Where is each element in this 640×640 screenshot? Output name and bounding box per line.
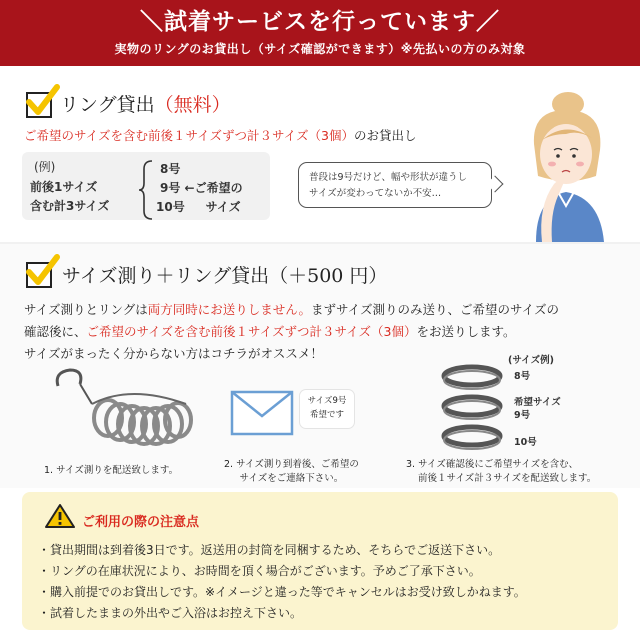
ring-size-8: 8号 bbox=[514, 371, 531, 382]
step1-caption: 1. サイズ測りを配送致します。 bbox=[44, 465, 179, 476]
section2-title: サイズ測り＋リング貸出（＋500 円） bbox=[62, 265, 388, 287]
section-size-measure bbox=[0, 242, 640, 488]
checkmark-icon bbox=[24, 254, 60, 290]
speech-bubble: 普段は9号だけど、幅や形状が違うし サイズが変わってないか不安… bbox=[298, 162, 492, 208]
three-rings-illustration bbox=[440, 362, 504, 454]
worried-woman-illustration bbox=[508, 84, 624, 242]
header-banner bbox=[0, 0, 640, 66]
notice-item: ・購入前提でのお貸出しです。※イメージと違った等でキャンセルはお受け致しかねます。 bbox=[38, 585, 526, 599]
example-line2: 含む計3サイズ bbox=[30, 199, 110, 213]
step2-caption: 2. サイズ測り到着後、ご希望の サイズをご連絡下さい。 bbox=[224, 459, 359, 484]
page-subtitle: 実物のリングのお貸出し（サイズ確認ができます）※先払いの方のみ対象 bbox=[114, 42, 526, 56]
brace-icon bbox=[138, 159, 154, 221]
envelope-icon bbox=[230, 390, 294, 436]
section2-paragraph3: サイズがまったく分からない方はコチラがオススメ！ bbox=[24, 346, 323, 361]
example-size-8: 8号 bbox=[160, 162, 181, 176]
rings-size-label: (サイズ例) bbox=[508, 355, 554, 366]
notice-title: ご利用の際の注意点 bbox=[82, 515, 200, 530]
example-size-10: 10号 サイズ bbox=[156, 200, 241, 214]
notice-item: ・貸出期間は到着後3日です。返送用の封筒を同梱するため、そちらでご返送下さい。 bbox=[38, 543, 501, 557]
warning-icon bbox=[44, 503, 76, 529]
page-title: ＼試着サービスを行っています／ bbox=[140, 9, 500, 35]
example-line1: 前後1サイズ bbox=[30, 180, 98, 194]
ring-desired-label: 希望サイズ bbox=[514, 397, 561, 408]
checkbox-icon bbox=[26, 92, 52, 118]
section-ring-rental bbox=[0, 66, 640, 242]
example-label: (例) bbox=[34, 160, 56, 174]
section1-title: リング貸出（無料） bbox=[60, 94, 231, 116]
notice-box bbox=[22, 492, 618, 630]
section2-title-suffix: （＋500 円） bbox=[269, 265, 388, 287]
ring-sizer-illustration bbox=[50, 364, 200, 460]
ring-size-9: 9号 bbox=[514, 410, 531, 421]
size-request-note: サイズ9号 希望です bbox=[300, 390, 354, 428]
step3-caption: 3. サイズ確認後にご希望サイズを含む、 前後１サイズ計３サイズを配送致します。 bbox=[406, 459, 597, 484]
ring-size-10: 10号 bbox=[514, 437, 537, 448]
section1-title-suffix: （無料） bbox=[154, 94, 231, 116]
notice-item: ・試着したままの外出やご入浴はお控え下さい。 bbox=[38, 606, 303, 620]
checkmark-icon bbox=[24, 84, 60, 120]
checkbox-icon bbox=[26, 262, 52, 288]
notice-item: ・リングの在庫状況により、お時間を頂く場合がございます。予めご了承下さい。 bbox=[38, 564, 481, 578]
section2-paragraph2: 確認後に、ご希望のサイズを含む前後１サイズずつ計３サイズ（3個）をお送りします。 bbox=[24, 324, 516, 339]
example-size-9: 9号 ←ご希望の bbox=[160, 181, 243, 195]
section1-description: ご希望のサイズを含む前後１サイズずつ計３サイズ（3個）のお貸出し bbox=[24, 128, 417, 143]
section2-paragraph1: サイズ測りとリングは両方同時にお送りしません。まずサイズ測りのみ送り、ご希望のサイズの bbox=[24, 302, 560, 317]
